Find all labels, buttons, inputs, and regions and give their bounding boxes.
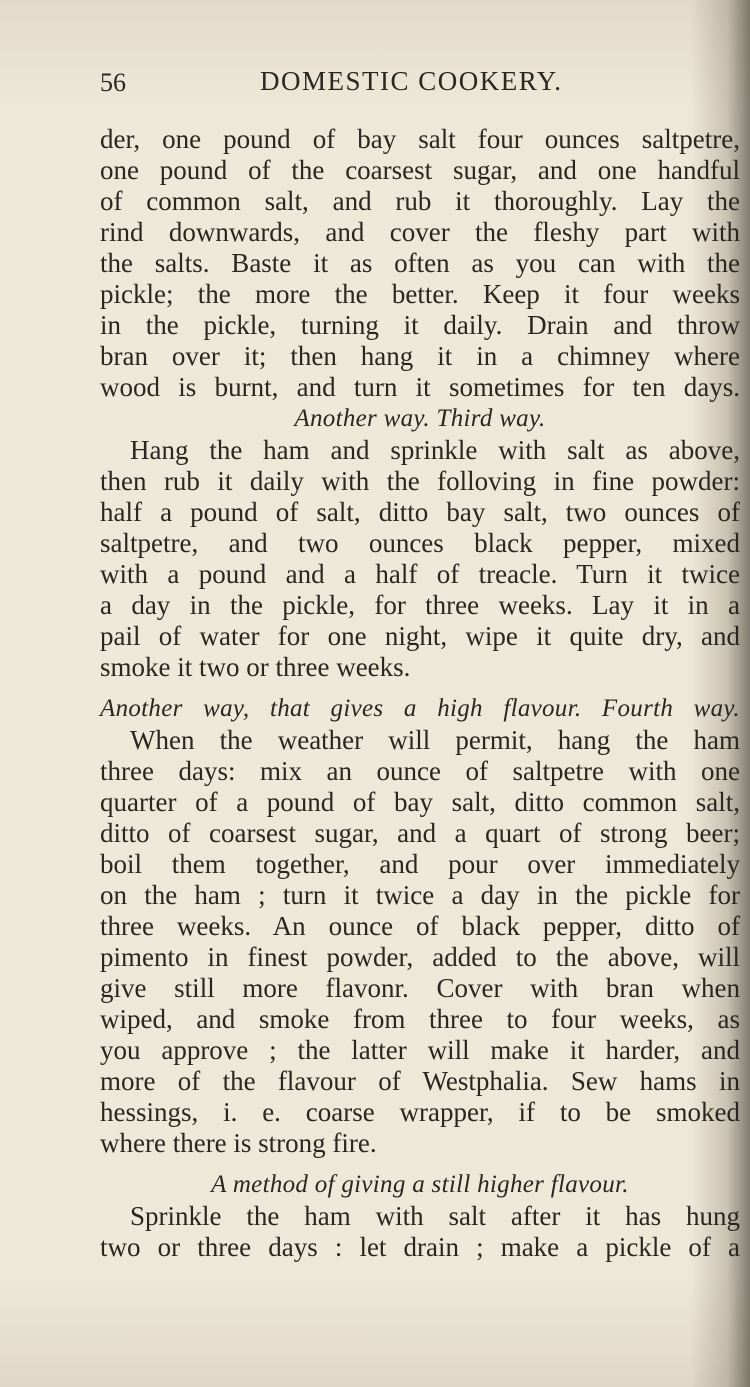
page-number: 56 xyxy=(100,68,126,97)
text-line: hessings, i. e. coarse wrapper, if to be smoked xyxy=(100,1097,740,1127)
text-line: bran over it; then hang it in a chimney where xyxy=(100,341,740,371)
text-line: When the weather will permit, hang the ham xyxy=(130,725,740,755)
text-line: in the pickle, turning it daily. Drain and throw xyxy=(100,310,740,340)
text-line: the salts. Baste it as often as you can with the xyxy=(100,248,740,278)
text-line: give still more flavonr. Cover with bran when xyxy=(100,973,740,1003)
section-heading-fourth-way: Another way, that gives a high flavour. Fourth way. xyxy=(100,695,740,722)
text-line: pickle; the more the better. Keep it four weeks xyxy=(100,279,740,309)
section-heading-third-way: Another way. Third way. xyxy=(294,405,546,432)
text-line: Sprinkle the ham with salt after it has hung xyxy=(130,1201,740,1231)
text-line: boil them together, and pour over immediately xyxy=(100,849,740,879)
text-line: on the ham ; turn it twice a day in the pickle for xyxy=(100,880,740,910)
text-line: with a pound and a half of treacle. Turn it twice xyxy=(100,559,740,589)
text-line: pimento in finest powder, added to the above, will xyxy=(100,942,740,972)
text-line: rind downwards, and cover the fleshy part with xyxy=(100,217,740,247)
text-line: wiped, and smoke from three to four weeks, as xyxy=(100,1004,740,1034)
running-head: DOMESTIC COOKERY. xyxy=(260,66,563,96)
text-line: wood is burnt, and turn it sometimes for ten days. xyxy=(100,372,740,402)
text-line: one pound of the coarsest sugar, and one handful xyxy=(100,155,740,185)
text-line: three days: mix an ounce of saltpetre with one xyxy=(100,756,740,786)
text-line: a day in the pickle, for three weeks. Lay it in a xyxy=(100,590,740,620)
page-header xyxy=(100,64,740,108)
text-line: you approve ; the latter will make it harder, and xyxy=(100,1035,740,1065)
text-line: more of the flavour of Westphalia. Sew hams in xyxy=(100,1066,740,1096)
section-heading-higher-flavour: A method of giving a still higher flavour. xyxy=(211,1171,629,1198)
text-line: two or three days : let drain ; make a pickle of a xyxy=(100,1232,740,1262)
text-line: smoke it two or three weeks. xyxy=(100,652,411,682)
text-line: saltpetre, and two ounces black pepper, mixed xyxy=(100,528,740,558)
text-line: quarter of a pound of bay salt, ditto common salt, xyxy=(100,787,740,817)
text-line: where there is strong fire. xyxy=(100,1128,377,1158)
text-line: three weeks. An ounce of black pepper, ditto of xyxy=(100,911,740,941)
text-line: of common salt, and rub it thoroughly. Lay the xyxy=(100,186,740,216)
text-line: Hang the ham and sprinkle with salt as above, xyxy=(130,435,740,465)
text-line: half a pound of salt, ditto bay salt, two ounces of xyxy=(100,497,740,527)
text-line: ditto of coarsest sugar, and a quart of strong beer; xyxy=(100,818,740,848)
text-line: then rub it daily with the folloving in fine powder: xyxy=(100,466,740,496)
text-line: pail of water for one night, wipe it quite dry, and xyxy=(100,621,740,651)
text-line: der, one pound of bay salt four ounces saltpetre, xyxy=(100,124,740,154)
page-body xyxy=(100,124,740,1263)
